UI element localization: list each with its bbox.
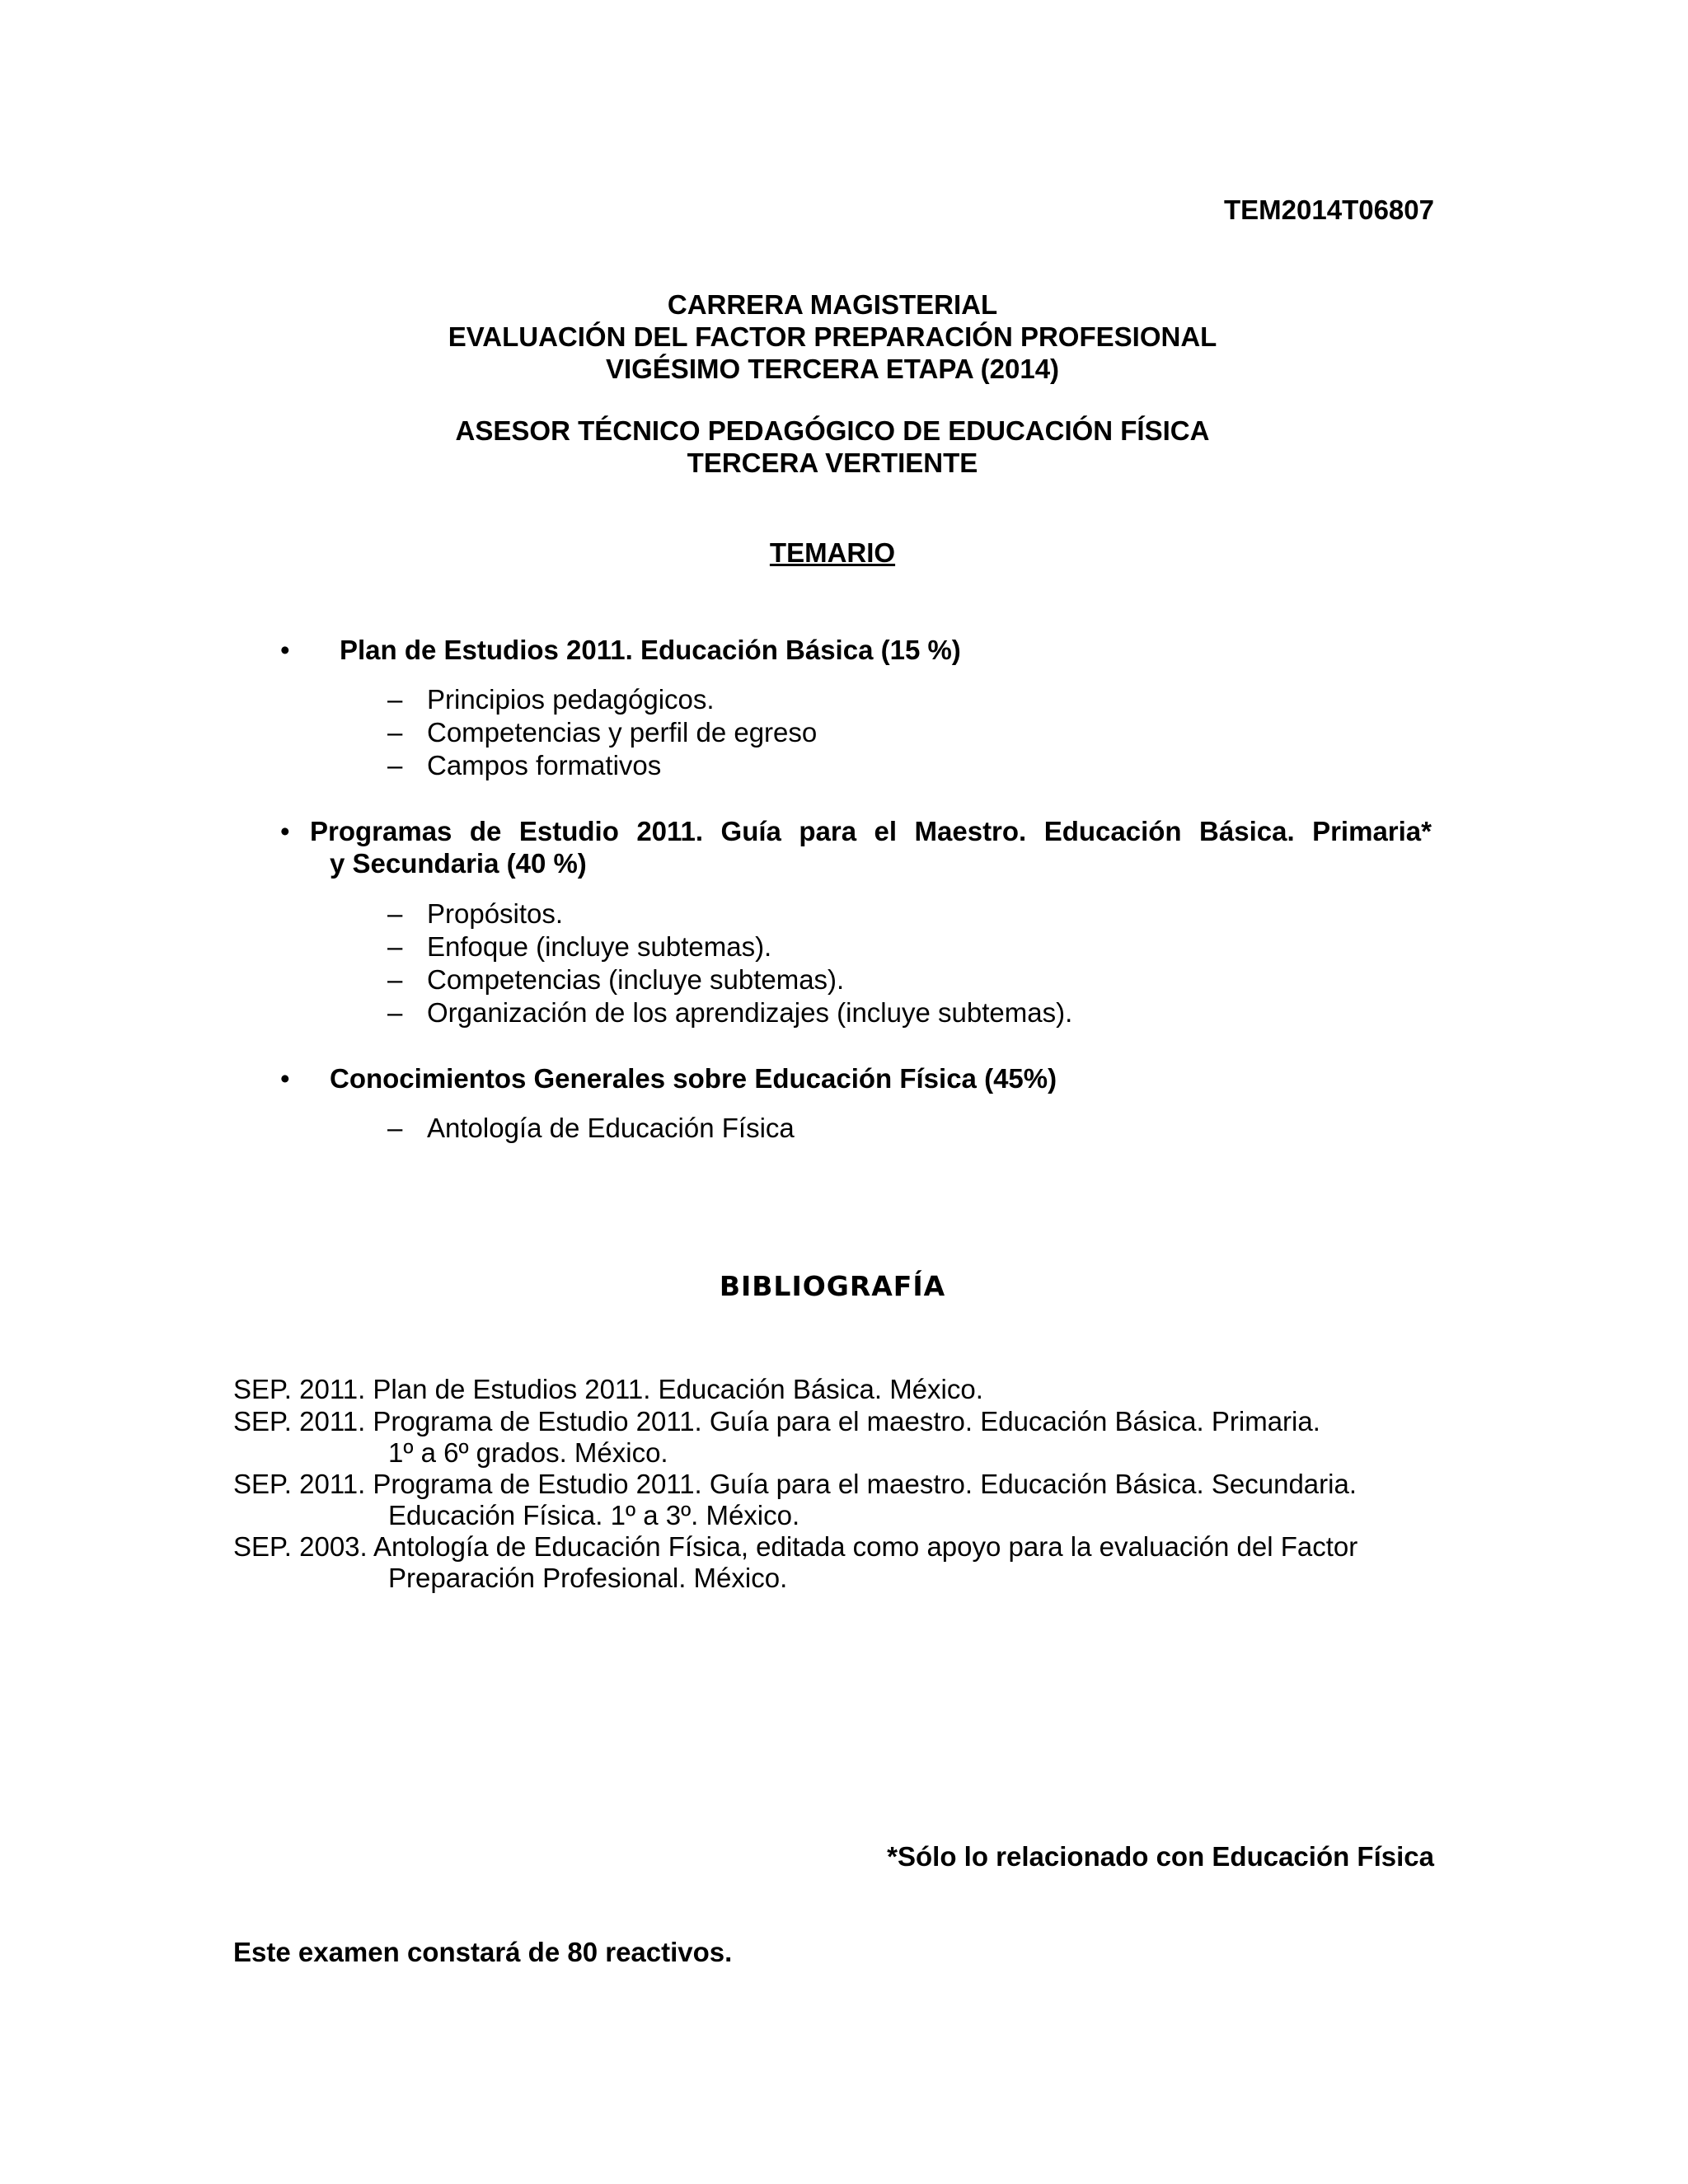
subtitle-block: [0, 415, 1665, 479]
footnote: *Sólo lo relacionado con Educación Física: [887, 1841, 1434, 1872]
title-line-2: EVALUACIÓN DEL FACTOR PREPARACIÓN PROFESIONAL: [448, 321, 1217, 352]
subtitle-line-2: TERCERA VERTIENTE: [687, 448, 978, 478]
bibliografia-heading: BIBLIOGRAFÍA: [719, 1270, 946, 1302]
title-line-3: VIGÉSIMO TERCERA ETAPA (2014): [605, 354, 1060, 384]
dash-icon: –: [387, 684, 403, 715]
dash-icon: –: [387, 1113, 403, 1143]
bibliography-entry: SEP. 2011. Programa de Estudio 2011. Guía para el maestro. Educación Básica. Primaria.: [233, 1406, 1320, 1436]
bibliography-entry: SEP. 2011. Plan de Estudios 2011. Educación Básica. México.: [233, 1374, 983, 1404]
section-heading-plan-estudios: Plan de Estudios 2011. Educación Básica (15 %): [340, 635, 961, 665]
list-item: Organización de los aprendizajes (incluye subtemas).: [427, 997, 1073, 1028]
bibliography-entry: SEP. 2011. Programa de Estudio 2011. Guía para el maestro. Educación Básica. Secundaria.: [233, 1469, 1357, 1499]
list-item: Enfoque (incluye subtemas).: [427, 931, 772, 962]
bullet-icon: •: [280, 816, 290, 846]
title-line-1: CARRERA MAGISTERIAL: [667, 289, 998, 320]
closing-statement: Este examen constará de 80 reactivos.: [233, 1937, 733, 1967]
bullet-icon: •: [280, 1063, 290, 1094]
subtitle-line-1: ASESOR TÉCNICO PEDAGÓGICO DE EDUCACIÓN FÍSICA: [455, 415, 1210, 446]
list-item: Competencias (incluye subtemas).: [427, 964, 845, 995]
dash-icon: –: [387, 898, 403, 929]
bibliography-entry-continuation: Educación Física. 1º a 3º. México.: [388, 1500, 800, 1530]
dash-icon: –: [387, 997, 403, 1028]
bullet-icon: •: [280, 635, 290, 665]
document-code: TEM2014T06807: [1224, 194, 1434, 225]
temario-heading: TEMARIO: [769, 537, 896, 568]
list-item: Campos formativos: [427, 750, 662, 780]
bibliography-entry: SEP. 2003. Antología de Educación Física, editada como apoyo para la evaluación del Factor: [233, 1531, 1358, 1562]
list-item: Propósitos.: [427, 898, 564, 929]
dash-icon: –: [387, 964, 403, 995]
section-heading-programas-line-2: y Secundaria (40 %): [330, 848, 587, 879]
section-heading-programas-line-1: Programas de Estudio 2011. Guía para el Maestro. Educación Básica. Primaria*: [310, 816, 1432, 846]
list-item: Antología de Educación Física: [427, 1113, 795, 1143]
dash-icon: –: [387, 750, 403, 780]
title-block: [0, 288, 1665, 385]
list-item: Competencias y perfil de egreso: [427, 717, 818, 748]
section-heading-conocimientos: Conocimientos Generales sobre Educación Física (45%): [330, 1063, 1057, 1094]
list-item: Principios pedagógicos.: [427, 684, 715, 715]
dash-icon: –: [387, 717, 403, 748]
dash-icon: –: [387, 931, 403, 962]
bibliography-entry-continuation: 1º a 6º grados. México.: [388, 1437, 668, 1468]
bibliography-entry-continuation: Preparación Profesional. México.: [388, 1563, 788, 1593]
